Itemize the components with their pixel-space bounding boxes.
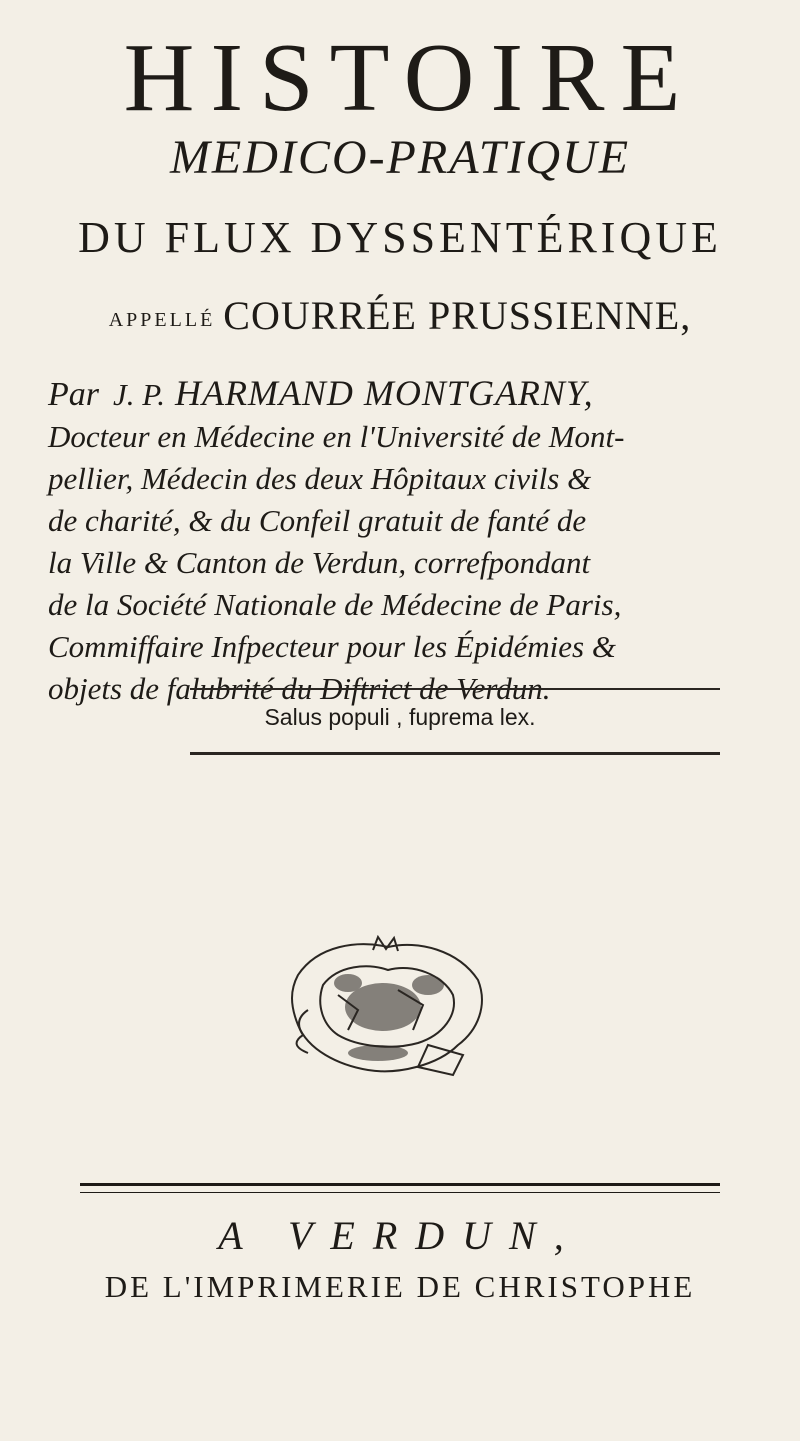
book-title: HISTOIRE — [123, 24, 697, 132]
called-name: COURRÉE PRUSSIENNE, — [223, 293, 692, 338]
author-credential-line: de charité, & du Confeil gratuit de fanté de — [48, 503, 587, 538]
imprint-printer: DE L'IMPRIMERIE DE CHRISTOPHE — [104, 1269, 696, 1304]
motto-top-rule — [190, 688, 720, 690]
author-initials: J. P. — [113, 377, 165, 412]
author-credential-line: de la Société Nationale de Médecine de Paris, — [48, 587, 622, 622]
imprint-top-rule — [80, 1183, 720, 1186]
author-block — [48, 372, 768, 710]
motto: Salus populi , fuprema lex. — [264, 704, 536, 730]
author-name: HARMAND MONTGARNY, — [174, 373, 594, 413]
author-name-line — [48, 372, 768, 416]
called-line — [0, 292, 800, 344]
book-subtitle: MEDICO-PRATIQUE — [169, 131, 631, 184]
printer-ornament-icon — [278, 935, 493, 1085]
book-topic: DU FLUX DYSSENTÉRIQUE — [78, 213, 722, 262]
author-by: Par — [48, 376, 99, 413]
author-credential-line: Docteur en Médecine en l'Université de Mont- — [48, 419, 625, 454]
imprint-place: A VERDUN, — [218, 1213, 582, 1258]
author-credential-line: la Ville & Canton de Verdun, correfpondant — [48, 545, 591, 580]
called-prefix: APPELLÉ — [108, 309, 216, 331]
motto-bottom-rule — [190, 752, 720, 755]
imprint-top-rule-thin — [80, 1192, 720, 1193]
author-credential-line: Commiffaire Infpecteur pour les Épidémies & — [48, 629, 616, 664]
author-credential-line: pellier, Médecin des deux Hôpitaux civils & — [48, 461, 592, 496]
author-credential-line: objets de falubrité du Diftrict de Verdun. — [48, 671, 551, 706]
